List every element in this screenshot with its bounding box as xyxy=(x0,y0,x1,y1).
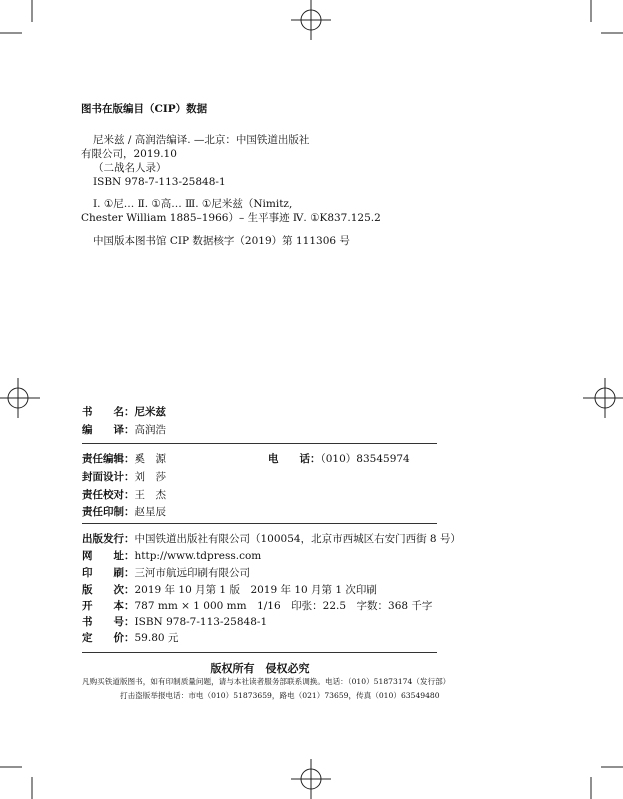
book-title-label: 书 名： xyxy=(82,406,135,418)
isbn-value: ISBN 978-7-113-25848-1 xyxy=(134,616,268,628)
cip-line-7: 中国版本图书馆 CIP 数据核字（2019）第 111306 号 xyxy=(93,235,350,247)
piracy-notice: 打击盗版举报电话：市电（010）51873659，路电（021）73659，传真（010）63549480 xyxy=(120,691,440,700)
printer-value: 三河市航远印刷有限公司 xyxy=(134,567,250,579)
price-row xyxy=(82,632,178,645)
print-supervisor-row xyxy=(82,506,166,519)
printer-row xyxy=(82,567,250,580)
website-row xyxy=(82,550,261,563)
cip-line-5: Ⅰ. ①尼… Ⅱ. ①高… Ⅲ. ①尼米兹（Nimitz, xyxy=(93,198,293,210)
website-label: 网 址： xyxy=(82,550,135,562)
phone-row xyxy=(268,453,410,466)
publisher-label: 出版发行： xyxy=(82,533,135,545)
price-value: 59.80 元 xyxy=(134,632,179,644)
editor-label: 责任编辑： xyxy=(82,453,135,465)
proofreader-label: 责任校对： xyxy=(82,489,135,501)
edition-row xyxy=(82,584,377,597)
cip-line-6: Chester William 1885–1966）– 生平事迹 Ⅳ. ①K837.125.2 xyxy=(81,212,381,224)
price-label: 定 价： xyxy=(82,632,135,644)
cip-line-3: （二战名人录） xyxy=(93,162,167,174)
book-title-row xyxy=(82,406,166,419)
cover-design-label: 封面设计： xyxy=(82,471,135,483)
translator-label: 编 译： xyxy=(82,424,135,436)
format-row xyxy=(82,600,432,613)
cip-line-2: 有限公司，2019.10 xyxy=(81,148,177,160)
print-supervisor-value: 赵星辰 xyxy=(134,506,166,518)
publisher-value: 中国铁道出版社有限公司（100054，北京市西城区右安门西街 8 号） xyxy=(134,533,461,545)
phone-value: （010）83545974 xyxy=(320,453,410,465)
printer-label: 印 刷： xyxy=(82,567,135,579)
cover-design-value: 刘 莎 xyxy=(134,471,166,483)
editor-row xyxy=(82,453,166,466)
proofreader-row xyxy=(82,489,166,502)
isbn-row xyxy=(82,616,267,629)
format-label: 开 本： xyxy=(82,600,135,612)
print-supervisor-label: 责任印制： xyxy=(82,506,135,518)
proofreader-value: 王 杰 xyxy=(134,489,166,501)
editor-value: 奚 源 xyxy=(134,453,166,465)
service-notice: 凡购买铁道版图书，如有印制质量问题，请与本社读者服务部联系调换。电话：（010）51873174（发行部） xyxy=(82,677,451,686)
cip-line-4: ISBN 978-7-113-25848-1 xyxy=(93,176,226,188)
cip-line-1: 尼米兹 / 高润浩编译. —北京：中国铁道出版社 xyxy=(93,134,310,146)
translator-value: 高润浩 xyxy=(134,424,166,436)
divider-2 xyxy=(82,523,437,524)
website-value: http://www.tdpress.com xyxy=(134,550,262,562)
book-title-value: 尼米兹 xyxy=(134,406,166,418)
edition-label: 版 次： xyxy=(82,584,135,596)
divider-1 xyxy=(82,443,437,444)
rights-statement: 版权所有 侵权必究 xyxy=(210,662,310,675)
phone-label: 电 话： xyxy=(268,453,321,465)
publisher-row xyxy=(82,533,461,546)
edition-value: 2019 年 10 月第 1 版 2019 年 10 月第 1 次印刷 xyxy=(134,584,377,596)
isbn-label: 书 号： xyxy=(82,616,135,628)
divider-3 xyxy=(82,652,437,653)
cover-design-row xyxy=(82,471,166,484)
translator-row xyxy=(82,424,166,437)
format-value: 787 mm × 1 000 mm 1/16 印张：22.5 字数：368 千字 xyxy=(134,600,433,612)
cip-heading: 图书在版编目（CIP）数据 xyxy=(81,103,208,115)
